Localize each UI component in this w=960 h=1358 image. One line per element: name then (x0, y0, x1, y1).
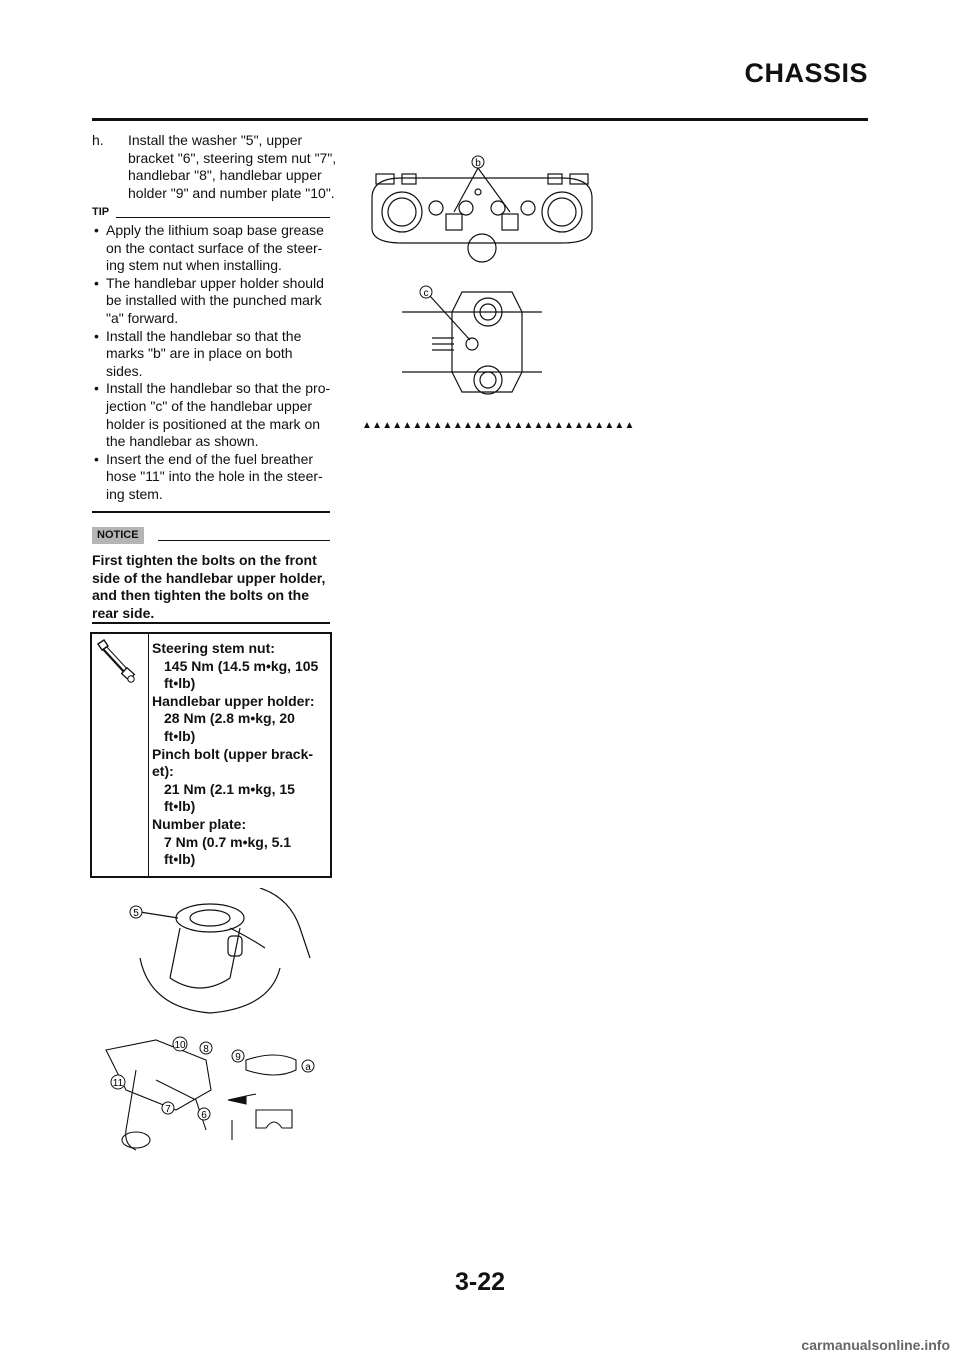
torque-value: 145 Nm (14.5 m•kg, 105 (164, 657, 319, 674)
tip-list (92, 222, 332, 504)
tip-line: • Install the handlebar so that the (106, 327, 302, 344)
tip-line: hose "11" into the hole in the steer- (106, 468, 323, 485)
tip-end-rule (92, 511, 330, 513)
end-marks: ▲▲▲▲▲▲▲▲▲▲▲▲▲▲▲▲▲▲▲▲▲▲▲▲▲▲▲ (362, 420, 635, 431)
notice-header (92, 527, 330, 545)
tip-line: ing stem nut when installing. (106, 257, 282, 274)
callout-c: c (423, 288, 429, 299)
torque-name: Steering stem nut: (152, 640, 275, 656)
torque-spec-box (90, 632, 332, 878)
callout-11: 11 (112, 1078, 124, 1089)
page-title: CHASSIS (744, 58, 868, 88)
torque-item (152, 746, 330, 816)
tip-item (92, 451, 332, 504)
callout-9: 9 (235, 1052, 241, 1063)
step-line: holder "9" and number plate "10". (128, 184, 335, 201)
step-line: Install the washer "5", upper (128, 132, 303, 148)
tip-line: • Insert the end of the fuel breather (106, 450, 314, 467)
notice-line: and then tighten the bolts on the (92, 587, 309, 604)
tip-item (92, 380, 332, 450)
callout-5: 5 (133, 908, 139, 919)
notice-end-rule (92, 622, 330, 624)
tip-line: holder is positioned at the mark on (106, 415, 321, 432)
torque-item (152, 640, 330, 693)
tip-line: be installed with the punched mark (106, 292, 322, 309)
tip-header (92, 206, 330, 220)
callout-a: a (305, 1062, 311, 1073)
torque-value: ft•lb) (164, 727, 196, 744)
step-line: bracket "6", steering stem nut "7", (128, 149, 337, 166)
tip-label: TIP (92, 206, 110, 218)
notice-rule (158, 540, 330, 541)
page-number: 3-22 (454, 1268, 506, 1296)
tip-item (92, 328, 332, 381)
step-label: h. (92, 132, 104, 148)
torque-item (152, 693, 330, 746)
title-rule (92, 118, 868, 121)
step-line: handlebar "8", handlebar upper (128, 167, 322, 184)
handlebar-holder-side-figure (392, 282, 552, 412)
torque-name: Pinch bolt (upper brack- (152, 745, 314, 762)
callout-b: b (475, 158, 481, 169)
tip-line: jection "c" of the handlebar upper (106, 397, 313, 414)
handlebar-clamp-top-figure (362, 148, 602, 268)
tip-line: • Install the handlebar so that the pro- (106, 380, 331, 397)
callout-6: 6 (201, 1110, 207, 1121)
torque-value: ft•lb) (164, 851, 196, 868)
torque-value: 21 Nm (2.1 m•kg, 15 (164, 780, 295, 797)
torque-item (152, 816, 330, 869)
tip-rule (116, 217, 330, 218)
torque-value: 28 Nm (2.8 m•kg, 20 (164, 710, 295, 727)
tip-line: the handlebar as shown. (106, 433, 259, 450)
notice-text (92, 552, 332, 622)
notice-line: First tighten the bolts on the front (92, 552, 317, 568)
tip-line: "a" forward. (106, 309, 179, 326)
torque-list (152, 640, 330, 869)
notice-line: rear side. (92, 604, 155, 621)
torque-name: Number plate: (152, 815, 247, 832)
tip-line: • The handlebar upper holder should (106, 274, 324, 291)
tip-line: marks "b" are in place on both (106, 345, 293, 362)
tip-line: sides. (106, 362, 143, 379)
torque-name: et): (152, 763, 174, 780)
notice-line: side of the handlebar upper holder, (92, 569, 326, 586)
torque-value: ft•lb) (164, 675, 196, 692)
torque-name: Handlebar upper holder: (152, 692, 315, 709)
notice-badge: NOTICE (92, 527, 144, 544)
tip-item (92, 222, 332, 275)
tip-line: ing stem. (106, 485, 163, 502)
tip-line: on the contact surface of the steer- (106, 239, 323, 256)
torque-value: ft•lb) (164, 798, 196, 815)
callout-8: 8 (203, 1044, 209, 1055)
tip-item (92, 275, 332, 328)
tip-line: • Apply the lithium soap base grease (106, 222, 324, 238)
footer-watermark: carmanualsonline.info (801, 1337, 950, 1353)
torque-value: 7 Nm (0.7 m•kg, 5.1 (164, 833, 292, 850)
assembly-figure (96, 1030, 326, 1160)
torque-icon-cell (92, 634, 149, 876)
callout-7: 7 (165, 1104, 171, 1115)
torque-wrench-icon (92, 634, 148, 694)
callout-10: 10 (174, 1040, 186, 1051)
washer-install-figure (120, 888, 320, 1018)
